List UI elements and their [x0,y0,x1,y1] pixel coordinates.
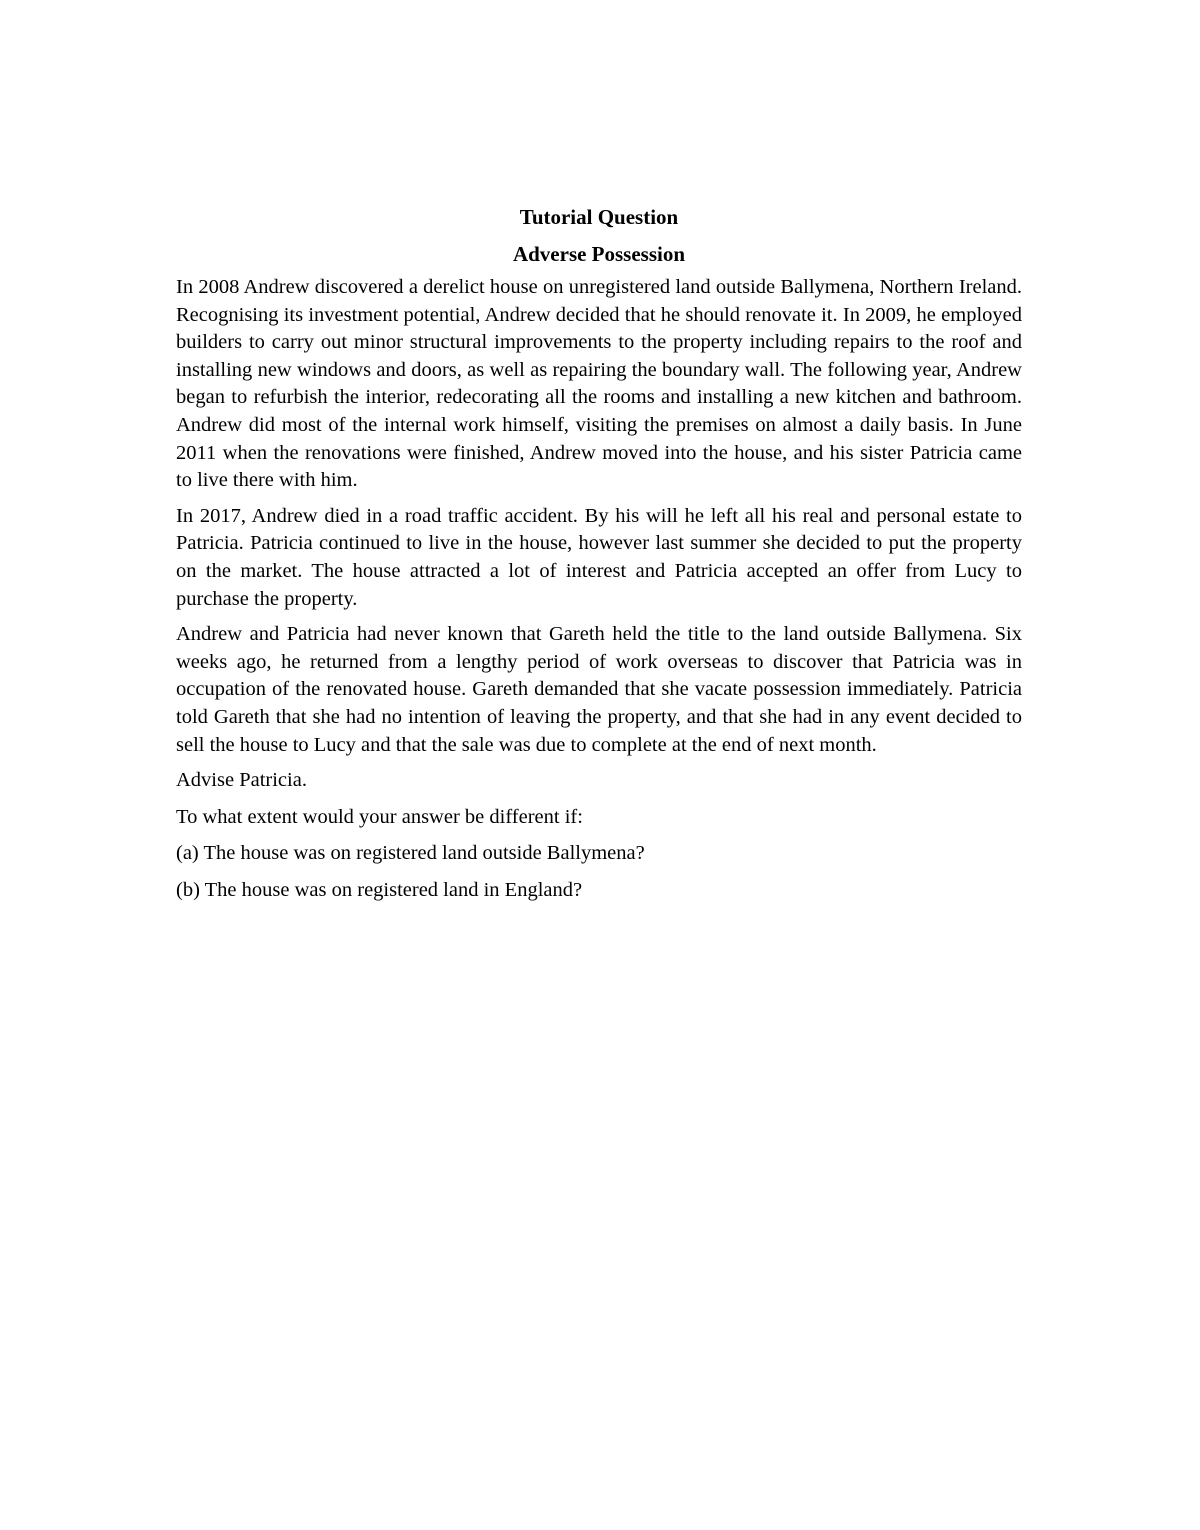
document-subtitle: Adverse Possession [512,242,686,266]
option-a: (a) The house was on registered land outside Ballymena? [176,842,645,865]
document-page [176,203,1022,913]
follow-up-question: To what extent would your answer be different if: [176,805,583,828]
paragraph-2: In 2017, Andrew died in a road traffic accident. By his will he left all his real and personal estate to Patricia. Patricia continued to live in the house, however last summer she decided to put the property on the market. The house attracted a lot of interest and Patricia accepted an offer from Lucy to purchase the property. [176,504,1022,610]
option-b: (b) The house was on registered land in England? [176,878,583,901]
instruction-text: Advise Patricia. [176,769,307,792]
paragraph-3: Andrew and Patricia had never known that Gareth held the title to the land outside Ballymena. Six weeks ago, he returned from a lengthy period of work overseas to discover that Patricia was in occupation of the renovated house. Gareth demanded that she vacate possession immediately. Patricia told Gareth that she had no intention of leaving the property, and that she had in any event decided to sell the house to Lucy and that the sale was due to complete at the end of next month. [176,623,1022,756]
paragraph-1: In 2008 Andrew discovered a derelict house on unregistered land outside Ballymena, Northern Ireland. Recognising its investment potential, Andrew decided that he should renovate it. In 2009, he employed builders to carry out minor structural improvements to the property including repairs to the roof and installing new windows and doors, as well as repairing the boundary wall. The following year, Andrew began to refurbish the interior, redecorating all the rooms and installing a new kitchen and bathroom. Andrew did most of the internal work himself, visiting the premises on almost a daily basis. In June 2011 when the renovations were finished, Andrew moved into the house, and his sister Patricia came to live there with him. [176,276,1022,492]
document-title: Tutorial Question [519,205,679,229]
